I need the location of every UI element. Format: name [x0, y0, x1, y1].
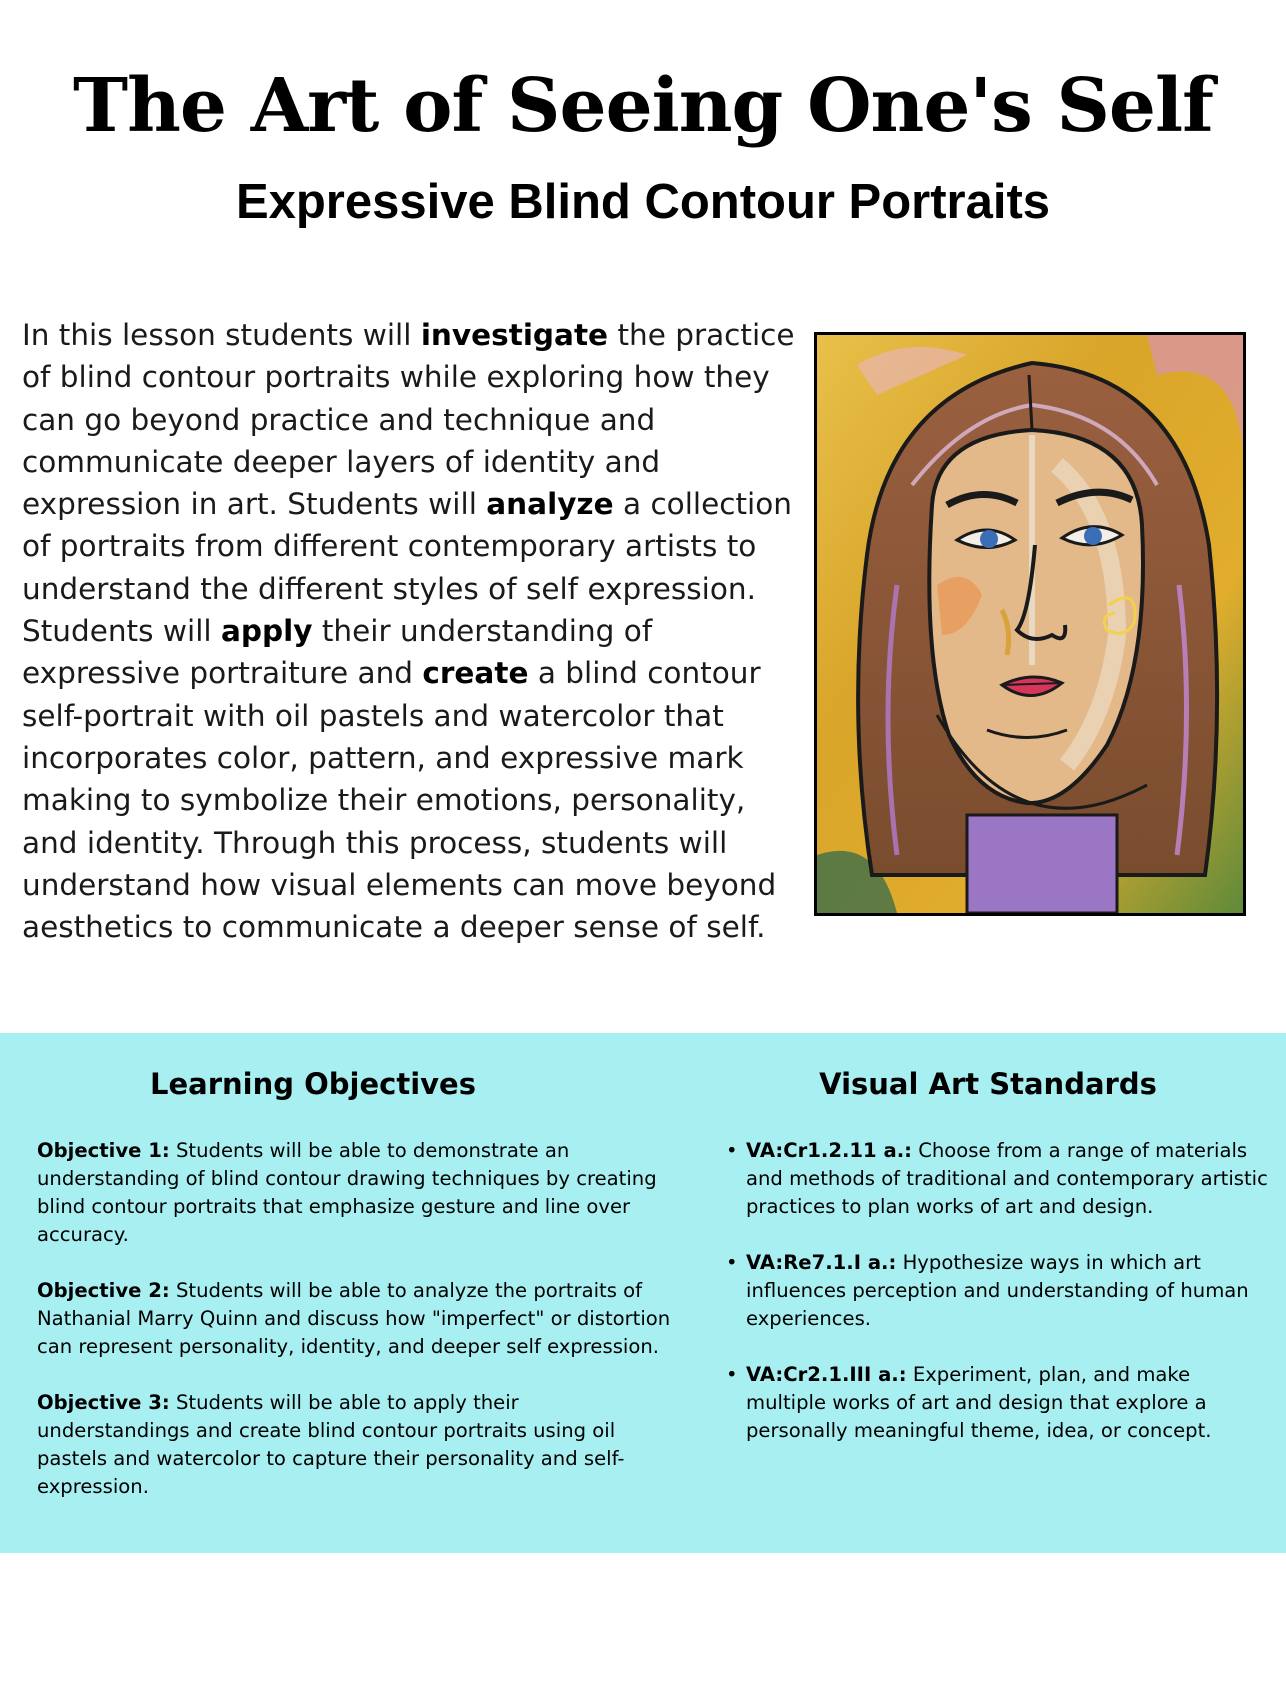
objective-text: Students will be able to apply their understandings and create blind contour portraits using oil pastels and watercolor to capture their personality and self-expression. — [37, 1391, 625, 1498]
intro-text: In this lesson students will — [22, 318, 421, 352]
intro-keyword-analyze: analyze — [486, 487, 614, 522]
learning-objectives-heading: Learning Objectives — [150, 1067, 476, 1101]
standard-text: Choose from a range of materials and methods of traditional and contemporary artistic practices to plan works of art and design. — [746, 1139, 1268, 1218]
lesson-intro — [22, 314, 800, 948]
standard-code: VA:Cr2.1.III a.: — [746, 1363, 907, 1386]
visual-art-standards-heading: Visual Art Standards — [819, 1067, 1157, 1101]
objective-label: Objective 2: — [37, 1279, 170, 1302]
bullet-icon: • — [726, 1251, 738, 1274]
standard-code: VA:Cr1.2.11 a.: — [746, 1139, 912, 1162]
page-title: The Art of Seeing One's Self — [73, 63, 1213, 149]
objective-label: Objective 1: — [37, 1139, 170, 1162]
bullet-icon: • — [726, 1363, 738, 1386]
page-subtitle: Expressive Blind Contour Portraits — [235, 175, 1051, 229]
intro-keyword-investigate: investigate — [420, 318, 609, 352]
objective-text: Students will be able to demonstrate an understanding of blind contour drawing techniques by creating blind contour portraits that emphasize gesture and line over accuracy. — [37, 1139, 657, 1246]
standard-text: Experiment, plan, and make multiple works of art and design that explore a personally meaningful theme, idea, or concept. — [746, 1363, 1212, 1442]
intro-text: a blind contour self-portrait with oil pastels and watercolor that incorporates color, pattern, and expressive mark making to symbolize their emotions, personality, and identity. Through this process, students will understand how visual elements can move beyond aesthetics to communicate a deeper sense of self. — [22, 656, 777, 945]
intro-keyword-create: create — [422, 656, 529, 691]
portrait-drawing — [817, 335, 1243, 913]
intro-keyword-apply: apply — [220, 614, 313, 649]
standard-item — [726, 1249, 1276, 1333]
portrait-artwork-image — [814, 332, 1246, 916]
standards-list — [726, 1137, 1276, 1473]
standard-item — [726, 1137, 1276, 1221]
standard-text: Hypothesize ways in which art influences perception and understanding of human experiences. — [746, 1251, 1249, 1330]
bullet-icon: • — [726, 1139, 738, 1162]
objective-label: Objective 3: — [37, 1391, 170, 1414]
standard-item — [726, 1361, 1276, 1445]
intro-text: the practice of blind contour portraits while exploring how they can go beyond practice and technique and communicate deeper layers of identity and expression in art. Students will — [22, 318, 795, 522]
objective-text: Students will be able to analyze the portraits of Nathanial Marry Quinn and discuss how "imperfect" or distortion can represent personality, identity, and deeper self expression. — [37, 1279, 671, 1358]
intro-text: a collection of portraits from different contemporary artists to understand the different styles of self expression. Students will — [22, 487, 792, 649]
standard-code: VA:Re7.1.I a.: — [746, 1251, 897, 1274]
objective-item — [37, 1389, 677, 1501]
objective-item — [37, 1137, 677, 1249]
objectives-list — [37, 1137, 677, 1529]
objective-item — [37, 1277, 677, 1361]
objectives-standards-panel — [0, 1033, 1286, 1553]
intro-text: their understanding of expressive portraiture and — [22, 614, 653, 691]
